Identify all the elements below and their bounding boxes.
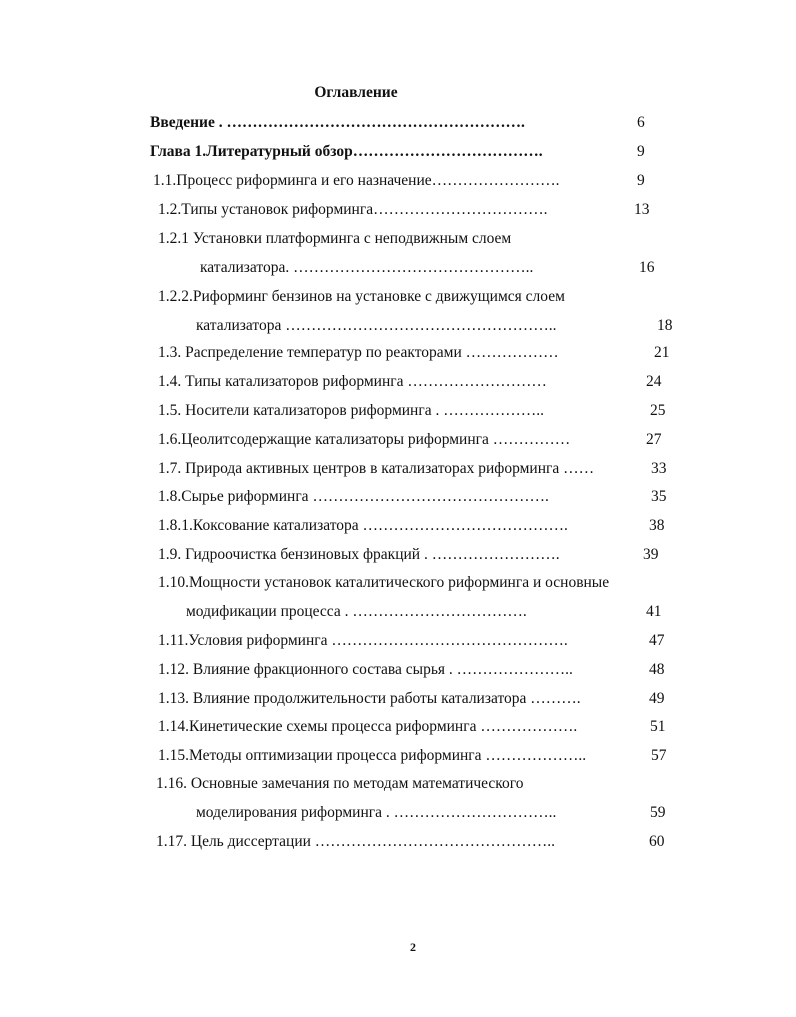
toc-entry-1-2: 1.2.Типы установок риформинга……………………………. <box>158 201 548 218</box>
toc-page-number: 57 <box>651 747 667 764</box>
toc-entry-chapter-1: Глава 1.Литературный обзор………………………………. <box>150 143 543 160</box>
page-number: 2 <box>410 940 416 954</box>
toc-entry-1-3: 1.3. Распределение температур по реакторами ……………… <box>158 344 559 361</box>
toc-entry-1-2-2-cont: катализатора …………………………………………….. <box>196 317 557 334</box>
toc-page-number: 48 <box>649 661 665 678</box>
toc-entry-1-4: 1.4. Типы катализаторов риформинга ……………………… <box>158 373 547 390</box>
toc-page-number: 60 <box>649 833 665 850</box>
toc-entry-1-17: 1.17. Цель диссертации ……………………………………….. <box>156 833 556 850</box>
toc-heading: Оглавление <box>314 84 398 101</box>
toc-entry-1-15: 1.15.Методы оптимизации процесса риформинга ……………….. <box>158 747 587 764</box>
toc-entry-1-10-cont: модификации процесса . ……………………………. <box>186 603 527 620</box>
toc-page-number: 49 <box>649 690 665 707</box>
toc-entry-introduction: Введение . …………………………………………………. <box>150 114 525 131</box>
toc-page-number: 33 <box>651 460 667 477</box>
toc-entry-1-8: 1.8.Сырье риформинга ………………………………………. <box>158 488 549 505</box>
toc-entry-1-5: 1.5. Носители катализаторов риформинга . ……………….. <box>158 402 544 419</box>
toc-page-number: 59 <box>650 804 666 821</box>
toc-page-number: 38 <box>649 517 665 534</box>
toc-page-number: 35 <box>651 488 667 505</box>
toc-entry-1-8-1: 1.8.1.Коксование катализатора …………………………………. <box>158 517 568 534</box>
toc-entry-1-14: 1.14.Кинетические схемы процесса риформинга ………………. <box>158 718 578 735</box>
toc-page-number: 6 <box>637 114 645 131</box>
toc-page-number: 41 <box>646 603 662 620</box>
toc-page-number: 27 <box>646 431 662 448</box>
toc-entry-1-1: 1.1.Процесс риформинга и его назначение……………………. <box>153 172 560 189</box>
toc-entry-1-6: 1.6.Цеолитсодержащие катализаторы риформинга …………… <box>158 431 571 448</box>
toc-entry-1-10: 1.10.Мощности установок каталитического риформинга и основные <box>158 574 610 591</box>
toc-page-number: 24 <box>646 373 662 390</box>
toc-entry-1-13: 1.13. Влияние продолжительности работы катализатора ………. <box>158 690 581 707</box>
toc-page-number: 9 <box>637 143 645 160</box>
toc-entry-1-11: 1.11.Условия риформинга ………………………………………. <box>158 632 568 649</box>
toc-page-number: 9 <box>637 172 645 189</box>
toc-page-number: 47 <box>649 632 665 649</box>
toc-entry-1-16: 1.16. Основные замечания по методам математического <box>156 775 524 792</box>
toc-entry-1-9: 1.9. Гидроочистка бензиновых фракций . ……………………. <box>158 546 560 563</box>
toc-entry-1-2-1-cont: катализатора. ……………………………………….. <box>200 259 534 276</box>
toc-entry-1-2-2: 1.2.2.Риформинг бензинов на установке с движущимся слоем <box>158 288 565 305</box>
toc-page-number: 21 <box>654 344 670 361</box>
toc-page-number: 13 <box>634 201 650 218</box>
toc-page-number: 51 <box>650 718 666 735</box>
toc-page-number: 25 <box>650 402 666 419</box>
toc-entry-1-2-1: 1.2.1 Установки платформинга с неподвижным слоем <box>158 230 512 247</box>
toc-page-number: 18 <box>657 317 673 334</box>
toc-page-number: 39 <box>643 546 659 563</box>
toc-page-number: 16 <box>639 259 655 276</box>
toc-entry-1-12: 1.12. Влияние фракционного состава сырья . ………………….. <box>158 661 573 678</box>
toc-entry-1-7: 1.7. Природа активных центров в катализаторах риформинга …… <box>158 460 595 477</box>
toc-entry-1-16-cont: моделирования риформинга . ………………………….. <box>196 804 557 821</box>
